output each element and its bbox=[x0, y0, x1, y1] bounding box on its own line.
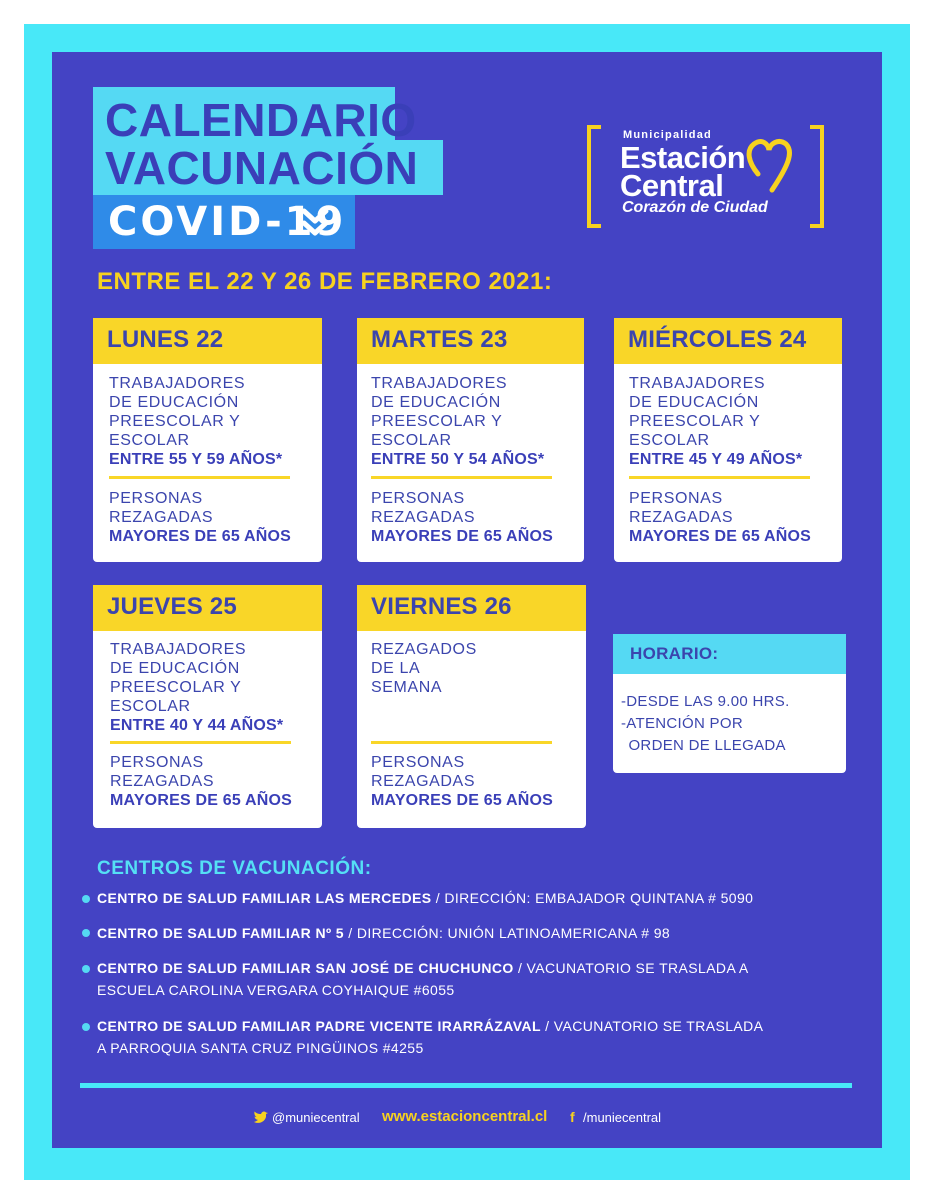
logo-small-text: Municipalidad bbox=[623, 129, 712, 141]
card-age-range: MAYORES DE 65 AÑOS bbox=[371, 792, 554, 809]
card-separator bbox=[371, 741, 552, 744]
card-age-range: MAYORES DE 65 AÑOS bbox=[371, 528, 554, 545]
card-text-line: PREESCOLAR Y bbox=[110, 679, 242, 696]
logo-bracket-left bbox=[587, 125, 601, 228]
day-card-title: MIÉRCOLES 24 bbox=[628, 326, 807, 353]
card-text-line: PERSONAS bbox=[629, 490, 723, 507]
center-name: CENTRO DE SALUD FAMILIAR Nº 5 bbox=[97, 925, 344, 941]
card-text-line: PREESCOLAR Y bbox=[371, 413, 503, 430]
facebook-icon: f bbox=[570, 1109, 575, 1125]
center-name: CENTRO DE SALUD FAMILIAR LAS MERCEDES bbox=[97, 890, 432, 906]
card-separator bbox=[109, 476, 290, 479]
card-separator bbox=[110, 741, 291, 744]
card-text-line: DE EDUCACIÓN bbox=[371, 394, 501, 411]
bullet-icon bbox=[82, 1023, 90, 1031]
card-text-line: REZAGADAS bbox=[371, 773, 476, 790]
center-name: CENTRO DE SALUD FAMILIAR SAN JOSÉ DE CHUCHUNCO bbox=[97, 960, 514, 976]
card-text-line: ESCOLAR bbox=[629, 432, 710, 449]
card-text-line: REZAGADAS bbox=[371, 509, 476, 526]
bullet-icon bbox=[82, 929, 90, 937]
schedule-title: HORARIO: bbox=[630, 644, 719, 663]
center-detail-line2: ESCUELA CAROLINA VERGARA COYHAIQUE #6055 bbox=[97, 982, 455, 998]
center-item bbox=[97, 888, 753, 909]
bullet-icon bbox=[82, 965, 90, 973]
card-age-range: MAYORES DE 65 AÑOS bbox=[110, 792, 293, 809]
card-text-line: TRABAJADORES bbox=[110, 641, 247, 658]
logo-line-2: Central bbox=[620, 168, 724, 203]
card-text-line: DE LA bbox=[371, 660, 421, 677]
center-detail: / VACUNATORIO SE TRASLADA bbox=[540, 1018, 764, 1034]
card-age-range: MAYORES DE 65 AÑOS bbox=[109, 528, 292, 545]
card-age-range: ENTRE 40 Y 44 AÑOS* bbox=[110, 717, 284, 734]
card-text-line: DE EDUCACIÓN bbox=[109, 394, 239, 411]
card-text-line: ESCOLAR bbox=[371, 432, 452, 449]
card-age-range: ENTRE 45 Y 49 AÑOS* bbox=[629, 451, 803, 468]
day-card-header bbox=[357, 585, 586, 631]
card-text-line: DE EDUCACIÓN bbox=[629, 394, 759, 411]
center-item bbox=[97, 923, 670, 944]
bullet-icon bbox=[82, 895, 90, 903]
footer-facebook[interactable]: /muniecentral bbox=[583, 1110, 662, 1125]
title-line-3: COVID-19 bbox=[108, 199, 347, 245]
card-age-range: ENTRE 50 Y 54 AÑOS* bbox=[371, 451, 545, 468]
center-detail: / VACUNATORIO SE TRASLADA A bbox=[513, 960, 749, 976]
card-separator bbox=[629, 476, 810, 479]
title-line-1: CALENDARIO bbox=[105, 94, 417, 146]
card-age-range: MAYORES DE 65 AÑOS bbox=[629, 528, 812, 545]
footer-website-link[interactable]: www.estacioncentral.cl bbox=[382, 1108, 548, 1125]
card-text-line: PERSONAS bbox=[109, 490, 203, 507]
center-name: CENTRO DE SALUD FAMILIAR PADRE VICENTE IRARRÁZAVAL bbox=[97, 1018, 541, 1034]
day-card-header bbox=[614, 318, 842, 364]
schedule-line: -ATENCIÓN POR bbox=[621, 715, 743, 732]
card-text-line: PREESCOLAR Y bbox=[629, 413, 761, 430]
day-card-header bbox=[93, 585, 322, 631]
day-card-title: LUNES 22 bbox=[107, 326, 224, 353]
twitter-icon bbox=[253, 1111, 269, 1125]
card-text-line: DE EDUCACIÓN bbox=[110, 660, 240, 677]
card-text-line: ESCOLAR bbox=[109, 432, 190, 449]
card-age-range: ENTRE 55 Y 59 AÑOS* bbox=[109, 451, 283, 468]
day-card-title: JUEVES 25 bbox=[107, 593, 237, 620]
day-card-header bbox=[93, 318, 322, 364]
card-text-line: SEMANA bbox=[371, 679, 443, 696]
logo-line-1: Estación bbox=[620, 140, 746, 175]
card-text-line: PERSONAS bbox=[110, 754, 204, 771]
card-text-line: TRABAJADORES bbox=[109, 375, 246, 392]
card-text-line: PERSONAS bbox=[371, 490, 465, 507]
card-text-line: REZAGADAS bbox=[629, 509, 734, 526]
center-detail: / DIRECCIÓN: UNIÓN LATINOAMERICANA # 98 bbox=[343, 925, 671, 941]
logo-bracket-right bbox=[810, 125, 824, 228]
center-item bbox=[97, 958, 749, 979]
card-text-line: ESCOLAR bbox=[110, 698, 191, 715]
center-detail: / DIRECCIÓN: EMBAJADOR QUINTANA # 5090 bbox=[431, 890, 754, 906]
day-card-header bbox=[357, 318, 584, 364]
date-range-subtitle: ENTRE EL 22 Y 26 DE FEBRERO 2021: bbox=[97, 268, 553, 295]
divider bbox=[80, 1083, 852, 1088]
day-card-title: MARTES 23 bbox=[371, 326, 508, 353]
center-detail-line2: A PARROQUIA SANTA CRUZ PINGÜINOS #4255 bbox=[97, 1040, 424, 1056]
footer-twitter[interactable]: @muniecentral bbox=[272, 1110, 360, 1125]
double-chevron-down-icon bbox=[300, 206, 330, 238]
card-text-line: REZAGADOS bbox=[371, 641, 477, 658]
card-text-line: REZAGADAS bbox=[110, 773, 215, 790]
day-card-title: VIERNES 26 bbox=[371, 593, 512, 620]
card-text-line: TRABAJADORES bbox=[371, 375, 508, 392]
card-separator bbox=[371, 476, 552, 479]
centers-title: CENTROS DE VACUNACIÓN: bbox=[97, 858, 372, 879]
card-text-line: PREESCOLAR Y bbox=[109, 413, 241, 430]
heart-icon bbox=[744, 134, 794, 196]
card-text-line: REZAGADAS bbox=[109, 509, 214, 526]
schedule-line: -DESDE LAS 9.00 HRS. bbox=[621, 693, 790, 710]
card-text-line: TRABAJADORES bbox=[629, 375, 766, 392]
logo-tagline: Corazón de Ciudad bbox=[622, 199, 768, 216]
schedule-line: ORDEN DE LLEGADA bbox=[624, 737, 786, 754]
card-text-line: PERSONAS bbox=[371, 754, 465, 771]
center-item bbox=[97, 1016, 763, 1037]
title-line-2: VACUNACIÓN bbox=[105, 142, 419, 194]
